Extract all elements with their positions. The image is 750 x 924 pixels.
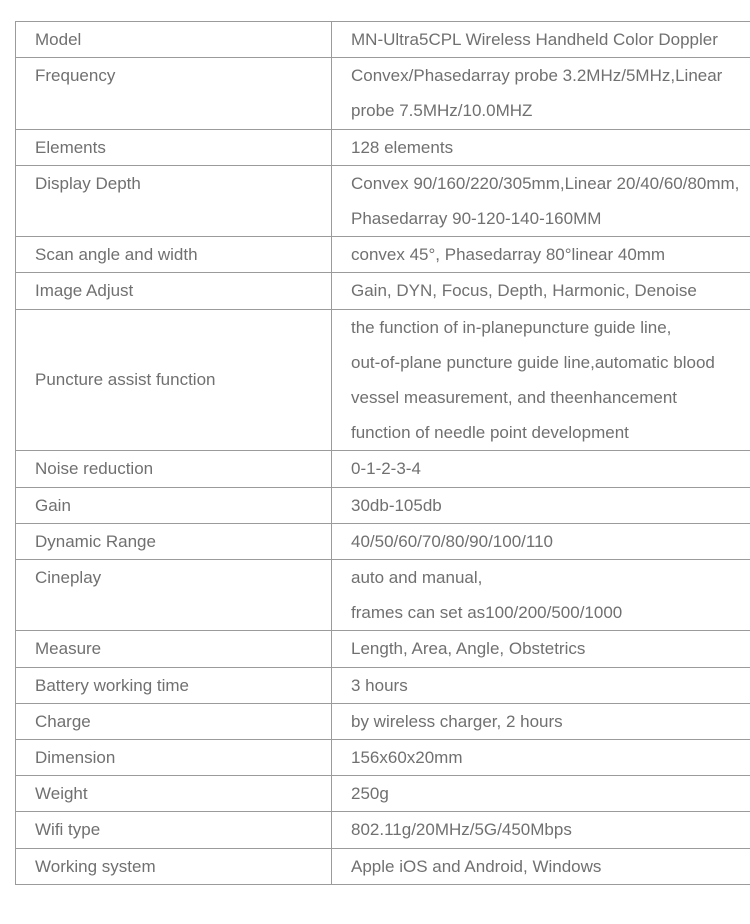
spec-value [332,667,750,703]
spec-label-text: Gain [35,488,325,523]
spec-value [332,309,750,451]
spec-label [16,273,332,309]
spec-label-text: Elements [35,130,325,165]
table-row [16,237,750,273]
spec-label-text: Working system [35,849,325,884]
spec-value-line: by wireless charger, 2 hours [351,704,750,739]
spec-value [332,812,750,848]
spec-value-line: 30db-105db [351,488,750,523]
table-row [16,631,750,667]
spec-label [16,165,332,236]
spec-value-line: convex 45°, Phasedarray 80°linear 40mm [351,237,750,272]
table-row [16,165,750,236]
table-row [16,848,750,884]
spec-label [16,129,332,165]
spec-value-line: MN-Ultra5CPL Wireless Handheld Color Doppler [351,22,750,57]
spec-value [332,740,750,776]
spec-label [16,523,332,559]
spec-value-line: 802.11g/20MHz/5G/450Mbps [351,812,750,847]
spec-value-line: 0-1-2-3-4 [351,451,750,486]
table-row [16,129,750,165]
spec-value [332,451,750,487]
spec-label [16,451,332,487]
spec-value [332,58,750,129]
table-row [16,22,750,58]
spec-value-line: function of needle point development [351,415,750,450]
spec-label [16,560,332,631]
spec-value-line: the function of in-planepuncture guide line, [351,310,750,345]
spec-value-line: 250g [351,776,750,811]
spec-label-text: Dimension [35,740,325,775]
spec-value-line: out-of-plane puncture guide line,automatic blood [351,345,750,380]
table-row [16,703,750,739]
spec-value-line: Gain, DYN, Focus, Depth, Harmonic, Denoise [351,273,750,308]
spec-label [16,812,332,848]
table-row [16,487,750,523]
spec-label [16,22,332,58]
spec-label [16,631,332,667]
table-row [16,451,750,487]
spec-label-text: Cineplay [35,560,325,595]
spec-value [332,631,750,667]
spec-label-text: Wifi type [35,812,325,847]
spec-label [16,667,332,703]
table-row [16,309,750,451]
spec-value-line: auto and manual, [351,560,750,595]
spec-label-text: Model [35,22,325,57]
spec-label-text: Charge [35,704,325,739]
table-row [16,812,750,848]
spec-value-line: vessel measurement, and theenhancement [351,380,750,415]
spec-value-line: 156x60x20mm [351,740,750,775]
table-row [16,523,750,559]
spec-value-line: Phasedarray 90-120-140-160MM [351,201,750,236]
spec-value [332,848,750,884]
spec-label [16,740,332,776]
table-row [16,58,750,129]
spec-label-text: Dynamic Range [35,524,325,559]
spec-table-body [16,22,750,885]
table-row [16,667,750,703]
spec-value [332,22,750,58]
spec-value-line: probe 7.5MHz/10.0MHZ [351,93,750,128]
spec-label [16,776,332,812]
spec-label-text: Frequency [35,58,325,93]
spec-value [332,776,750,812]
spec-value [332,523,750,559]
spec-value [332,165,750,236]
spec-value-line: 128 elements [351,130,750,165]
spec-value-line: Convex 90/160/220/305mm,Linear 20/40/60/80mm, [351,166,750,201]
spec-value-line: Length, Area, Angle, Obstetrics [351,631,750,666]
spec-label-text: Weight [35,776,325,811]
spec-value-line: 40/50/60/70/80/90/100/110 [351,524,750,559]
spec-value-line: 3 hours [351,668,750,703]
spec-label-text: Scan angle and width [35,237,325,272]
spec-label-text: Noise reduction [35,451,325,486]
spec-value [332,273,750,309]
spec-value [332,703,750,739]
spec-label [16,58,332,129]
spec-value [332,560,750,631]
table-row [16,776,750,812]
spec-label [16,237,332,273]
spec-value-line: Apple iOS and Android, Windows [351,849,750,884]
spec-label [16,487,332,523]
spec-value [332,237,750,273]
spec-value-line: Convex/Phasedarray probe 3.2MHz/5MHz,Linear [351,58,750,93]
table-row [16,273,750,309]
spec-label [16,703,332,739]
spec-label-text: Measure [35,631,325,666]
spec-table [15,21,750,885]
spec-value [332,487,750,523]
table-row [16,560,750,631]
spec-value [332,129,750,165]
spec-label-text: Display Depth [35,166,325,201]
spec-label-text: Puncture assist function [35,362,325,397]
spec-label [16,309,332,451]
table-row [16,740,750,776]
spec-label-text: Image Adjust [35,273,325,308]
spec-value-line: frames can set as100/200/500/1000 [351,595,750,630]
spec-label [16,848,332,884]
spec-label-text: Battery working time [35,668,325,703]
